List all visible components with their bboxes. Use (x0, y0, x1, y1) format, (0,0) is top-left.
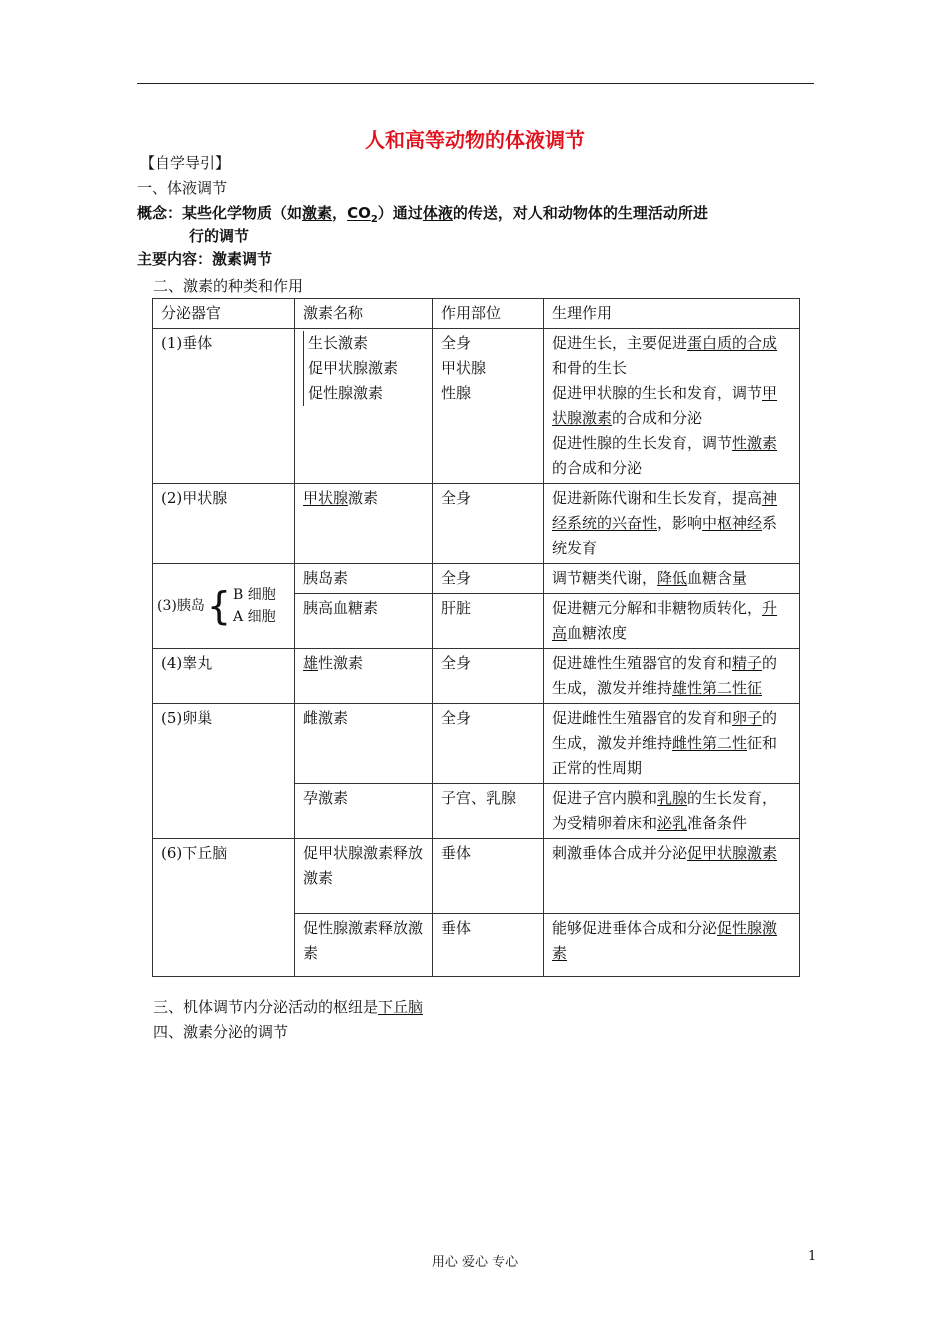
effect-cell: 促进子宫内膜和乳腺的生长发育，为受精卵着床和泌乳准备条件 (544, 784, 800, 839)
site-cell: 垂体 (433, 914, 544, 977)
table-row (153, 704, 800, 784)
effect-cell: 促进雄性生殖器官的发育和精子的生成，激发并维持雄性第二性征 (544, 649, 800, 704)
site-cell: 全身 (433, 704, 544, 784)
site-cell: 全身 (433, 484, 544, 564)
organ-cell: (3)胰岛 { B 细胞 A 细胞 (153, 564, 295, 649)
hormone-cell: 孕激素 (295, 784, 433, 839)
section-3-line: 三、机体调节内分泌活动的枢纽是下丘脑 (153, 998, 424, 1016)
organ-cell: (4)睾丸 (153, 649, 295, 704)
header-cell: 激素名称 (295, 299, 433, 329)
hormone-cell (295, 329, 433, 484)
brace-icon: { (206, 584, 232, 628)
effect-cell: 能够促进垂体合成和分泌促性腺激素 (544, 914, 800, 977)
site-cell: 子宫、乳腺 (433, 784, 544, 839)
site-cell: 肝脏 (433, 594, 544, 649)
hormone-cell: 胰岛素 (295, 564, 433, 594)
section-2-heading: 二、激素的种类和作用 (153, 277, 304, 295)
organ-cell: (1)垂体 (153, 329, 295, 484)
section-1-heading: 一、体液调节 (137, 179, 228, 197)
hormone-cell: 胰高血糖素 (295, 594, 433, 649)
hormone-table (152, 298, 800, 977)
effect-cell: 调节糖类代谢，降低血糖含量 (544, 564, 800, 594)
table-row (153, 839, 800, 914)
table-row (153, 649, 800, 704)
header-rule (137, 83, 814, 84)
section-4-heading: 四、激素分泌的调节 (153, 1023, 289, 1041)
hormone-cell: 促甲状腺激素释放激素 (295, 839, 433, 914)
site-cell: 全身 (433, 649, 544, 704)
site-cell: 垂体 (433, 839, 544, 914)
hormone-cell: 雄性激素 (295, 649, 433, 704)
hormone-cell: 促性腺激素释放激素 (295, 914, 433, 977)
effect-cell: 促进新陈代谢和生长发育，提高神经系统的兴奋性，影响中枢神经系统发育 (544, 484, 800, 564)
site-cell: 全身 甲状腺 性腺 (433, 329, 544, 484)
header-cell: 生理作用 (544, 299, 800, 329)
main-content-line: 主要内容：激素调节 (137, 250, 273, 268)
organ-cell: (6)下丘脑 (153, 839, 295, 977)
concept-continuation: 行的调节 (189, 227, 250, 245)
table-row (153, 484, 800, 564)
page-title: 人和高等动物的体液调节 (365, 128, 585, 152)
concept-line: 概念：某些化学物质（如激素，$CO_2$）通过体液的传送，对人和动物体的生理活动所进 (137, 204, 708, 225)
hormone-cell: 雌激素 (295, 704, 433, 784)
effect-cell: 刺激垂体合成并分泌促甲状腺激素 (544, 839, 800, 914)
effect-cell: 促进生长，主要促进蛋白质的合成和骨的生长 促进甲状腺的生长和发育，调节甲状腺激素的合成和分泌 促进性腺的生长发育，调节性激素的合成和分泌 (544, 329, 800, 484)
table-row (153, 564, 800, 594)
organ-cell: (2)甲状腺 (153, 484, 295, 564)
bracket-group: 生长激素 促甲状腺激素 促性腺激素 (303, 331, 398, 406)
site-cell: 全身 (433, 564, 544, 594)
hormone-cell: 甲状腺激素 (295, 484, 433, 564)
table-header-row (153, 299, 800, 329)
organ-cell: (5)卵巢 (153, 704, 295, 839)
effect-cell: 促进雌性生殖器官的发育和卵子的生成，激发并维持雌性第二性征和正常的性周期 (544, 704, 800, 784)
header-cell: 分泌器官 (153, 299, 295, 329)
page-number: 1 (808, 1249, 817, 1264)
guide-heading: 【自学导引】 (140, 154, 231, 172)
header-cell: 作用部位 (433, 299, 544, 329)
page-footer: 用心 爱心 专心 (431, 1255, 519, 1270)
table-row (153, 329, 800, 484)
effect-cell: 促进糖元分解和非糖物质转化，升高血糖浓度 (544, 594, 800, 649)
